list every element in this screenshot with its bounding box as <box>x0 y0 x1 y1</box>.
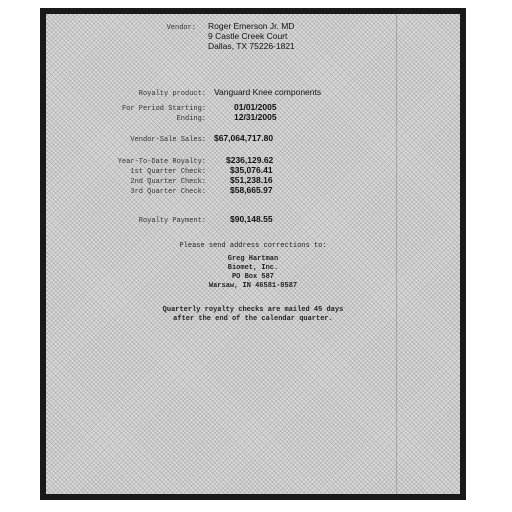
q2-check-value: $51,238.16 <box>230 175 273 185</box>
q1-check-label: 1st Quarter Check: <box>130 168 206 176</box>
contact-company: Biomet, Inc. <box>227 264 279 272</box>
q3-check-label: 3rd Quarter Check: <box>130 188 206 196</box>
vendor-name: Roger Emerson Jr. MD <box>208 21 295 31</box>
q3-check-value: $58,665.97 <box>230 185 273 195</box>
contact-city: Warsaw, IN 46581-0587 <box>208 282 298 290</box>
period-ending-value: 12/31/2005 <box>234 112 277 122</box>
contact-name: Greg Hartman <box>227 255 279 263</box>
vendor-address-line-2: Dallas, TX 75226-1821 <box>208 41 295 51</box>
vendor-sales-label: Vendor-Sale Sales: <box>130 136 206 144</box>
footer-note-line-1: Quarterly royalty checks are mailed 45 days <box>162 306 344 314</box>
period-starting-label: For Period Starting: <box>121 105 206 113</box>
scanned-page <box>46 14 460 494</box>
royalty-product-value: Vanguard Knee components <box>214 87 322 97</box>
q2-check-label: 2nd Quarter Check: <box>130 178 206 186</box>
footer-note-line-2: after the end of the calendar quarter. <box>173 315 333 323</box>
address-correction-note: Please send address corrections to: <box>179 242 327 250</box>
royalty-product-label: Royalty product: <box>138 90 206 98</box>
year-to-date-value: $236,129.62 <box>226 155 274 165</box>
period-starting-value: 01/01/2005 <box>234 102 277 112</box>
contact-po-box: PO Box 587 <box>231 273 274 281</box>
period-ending-label: Ending: <box>176 115 206 123</box>
vendor-address-line-1: 9 Castle Creek Court <box>208 31 288 41</box>
vendor-sales-value: $67,064,717.80 <box>214 133 274 143</box>
q1-check-value: $35,076.41 <box>230 165 273 175</box>
year-to-date-label: Year-To-Date Royalty: <box>117 158 206 166</box>
page-fold-line <box>396 14 397 494</box>
royalty-payment-label: Royalty Payment: <box>138 217 206 225</box>
royalty-payment-value: $90,148.55 <box>230 214 273 224</box>
vendor-label: Vendor: <box>166 24 196 32</box>
